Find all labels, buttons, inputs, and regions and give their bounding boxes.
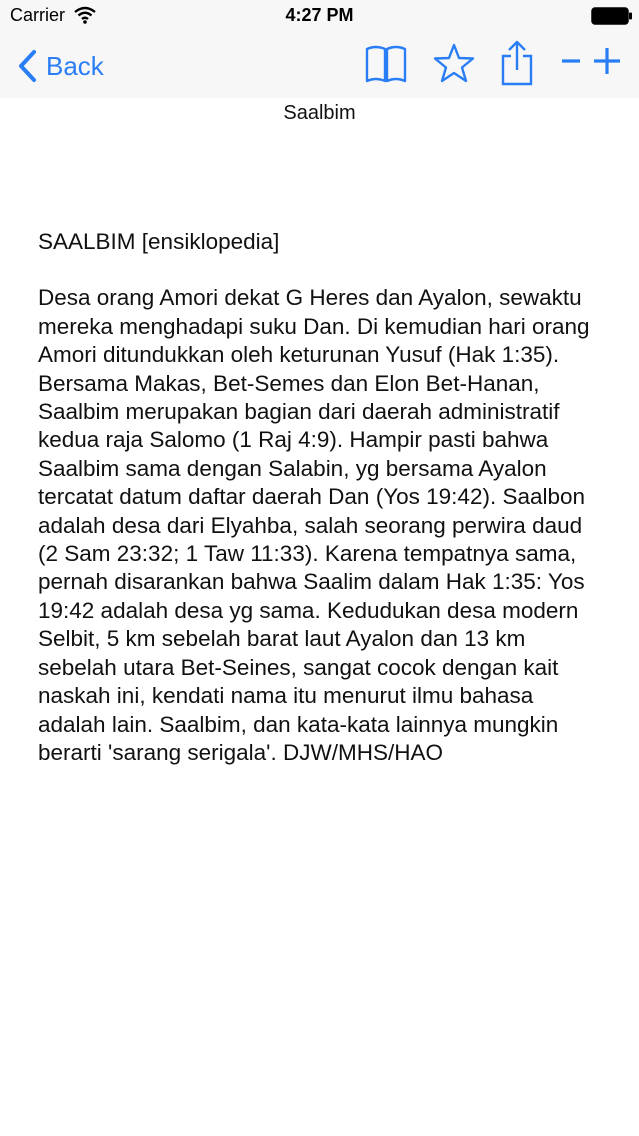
- entry-body: Desa orang Amori dekat G Heres dan Ayalon, sewaktu mereka menghadapi suku Dan. Di kemudian hari orang Amori ditundukkan oleh keturunan Yusuf (Hak 1:35). Bersama Makas, Bet-Semes dan Elon Bet-Hanan, Saalbim merupakan bagian dari daerah administratif kedua raja Salomo (1 Raj 4:9). Hampir pasti bahwa Saalbim sama dengan Salabin, yg bersama Ayalon tercatat datum daftar daerah Dan (Yos 19:42). Saalbon adalah desa dari Elyahba, salah seorang perwira daud (2 Sam 23:32; 1 Taw 11:33). Karena tempatnya sama, pernah disarankan bahwa Saalim dalam Hak 1:35: Yos 19:42 adalah desa yg sama. Kedudukan desa modern Selbit, 5 km sebelah barat laut Ayalon dan 13 km sebelah utara Bet-Seines, sangat cocok dengan kait naskah ini, kendati nama itu menurut ilmu bahasa adalah lain. Saalbim, dan kata-kata lainnya mungkin berarti 'sarang serigala'. DJW/MHS/HAO: [38, 285, 590, 765]
- book-icon[interactable]: [364, 44, 408, 84]
- plus-icon[interactable]: [592, 44, 622, 78]
- battery-icon: [591, 7, 633, 25]
- status-time: 4:27 PM: [285, 5, 354, 25]
- status-bar: [0, 0, 639, 34]
- entry-heading: SAALBIM [ensiklopedia]: [38, 229, 280, 254]
- top-bar: [0, 0, 639, 98]
- document-title: Saalbim: [283, 102, 356, 124]
- back-button[interactable]: [16, 48, 104, 84]
- star-icon[interactable]: [433, 42, 475, 84]
- nav-bar: [0, 34, 639, 98]
- share-icon[interactable]: [499, 40, 535, 86]
- back-label: Back: [46, 50, 104, 81]
- minus-icon[interactable]: [560, 48, 582, 74]
- article-content: [38, 228, 618, 767]
- chevron-left-icon: [16, 49, 38, 83]
- carrier-label: Carrier: [10, 5, 66, 25]
